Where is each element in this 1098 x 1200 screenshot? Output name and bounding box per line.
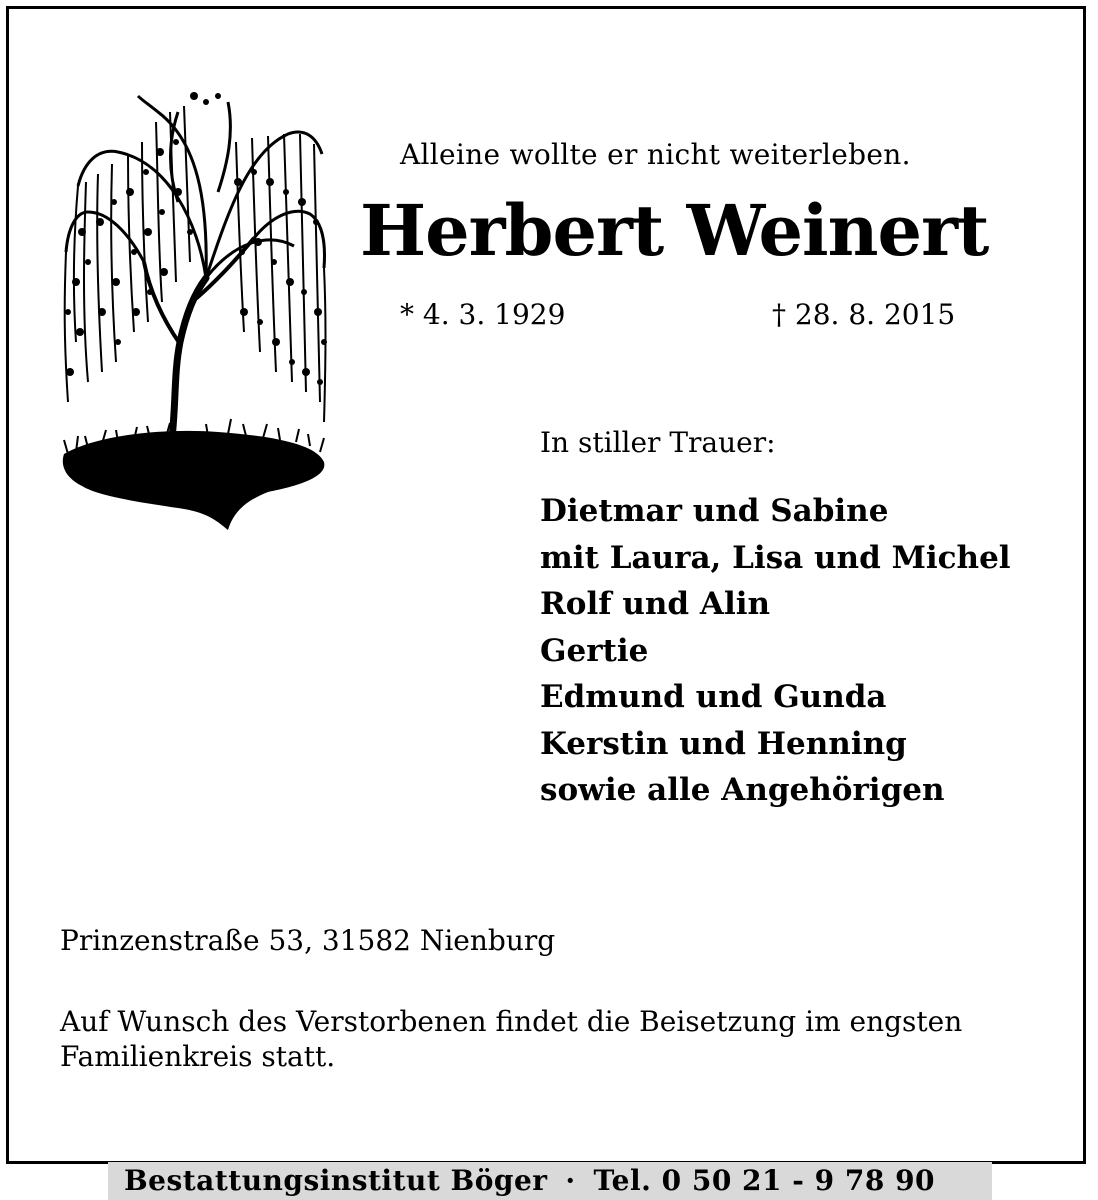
mourner-entry: Kerstin und Henning (540, 725, 907, 762)
address: Prinzenstraße 53, 31582 Nienburg (60, 924, 556, 957)
weeping-willow-icon (58, 82, 330, 538)
mourners-list (540, 488, 1011, 814)
birth-date: * 4. 3. 1929 (400, 298, 566, 331)
mourner-entry: Rolf und Alin (540, 586, 771, 622)
undertaker-name: Bestattungsinstitut Böger (124, 1164, 548, 1197)
motto-line: Alleine wollte er nicht weiterleben. (400, 138, 911, 171)
mourner-entry: mit Laura, Lisa und Michel (540, 539, 1011, 576)
undertaker-phone: Tel. 0 50 21 - 9 78 90 (593, 1164, 936, 1197)
death-date: † 28. 8. 2015 (772, 298, 956, 331)
mourner-entry: Dietmar und Sabine (540, 493, 889, 529)
undertaker-footer (108, 1162, 992, 1200)
deceased-name: Herbert Weinert (360, 189, 989, 272)
mourning-heading: In stiller Trauer: (540, 426, 776, 459)
funeral-note: Auf Wunsch des Verstorbenen findet die Beisetzung im engsten Familienkreis statt. (60, 1005, 963, 1073)
footer-separator: · (565, 1164, 576, 1197)
mourner-entry: Edmund und Gunda (540, 679, 887, 715)
mourner-entry: Gertie (540, 632, 649, 669)
mourner-entry: sowie alle Angehörigen (540, 772, 945, 808)
